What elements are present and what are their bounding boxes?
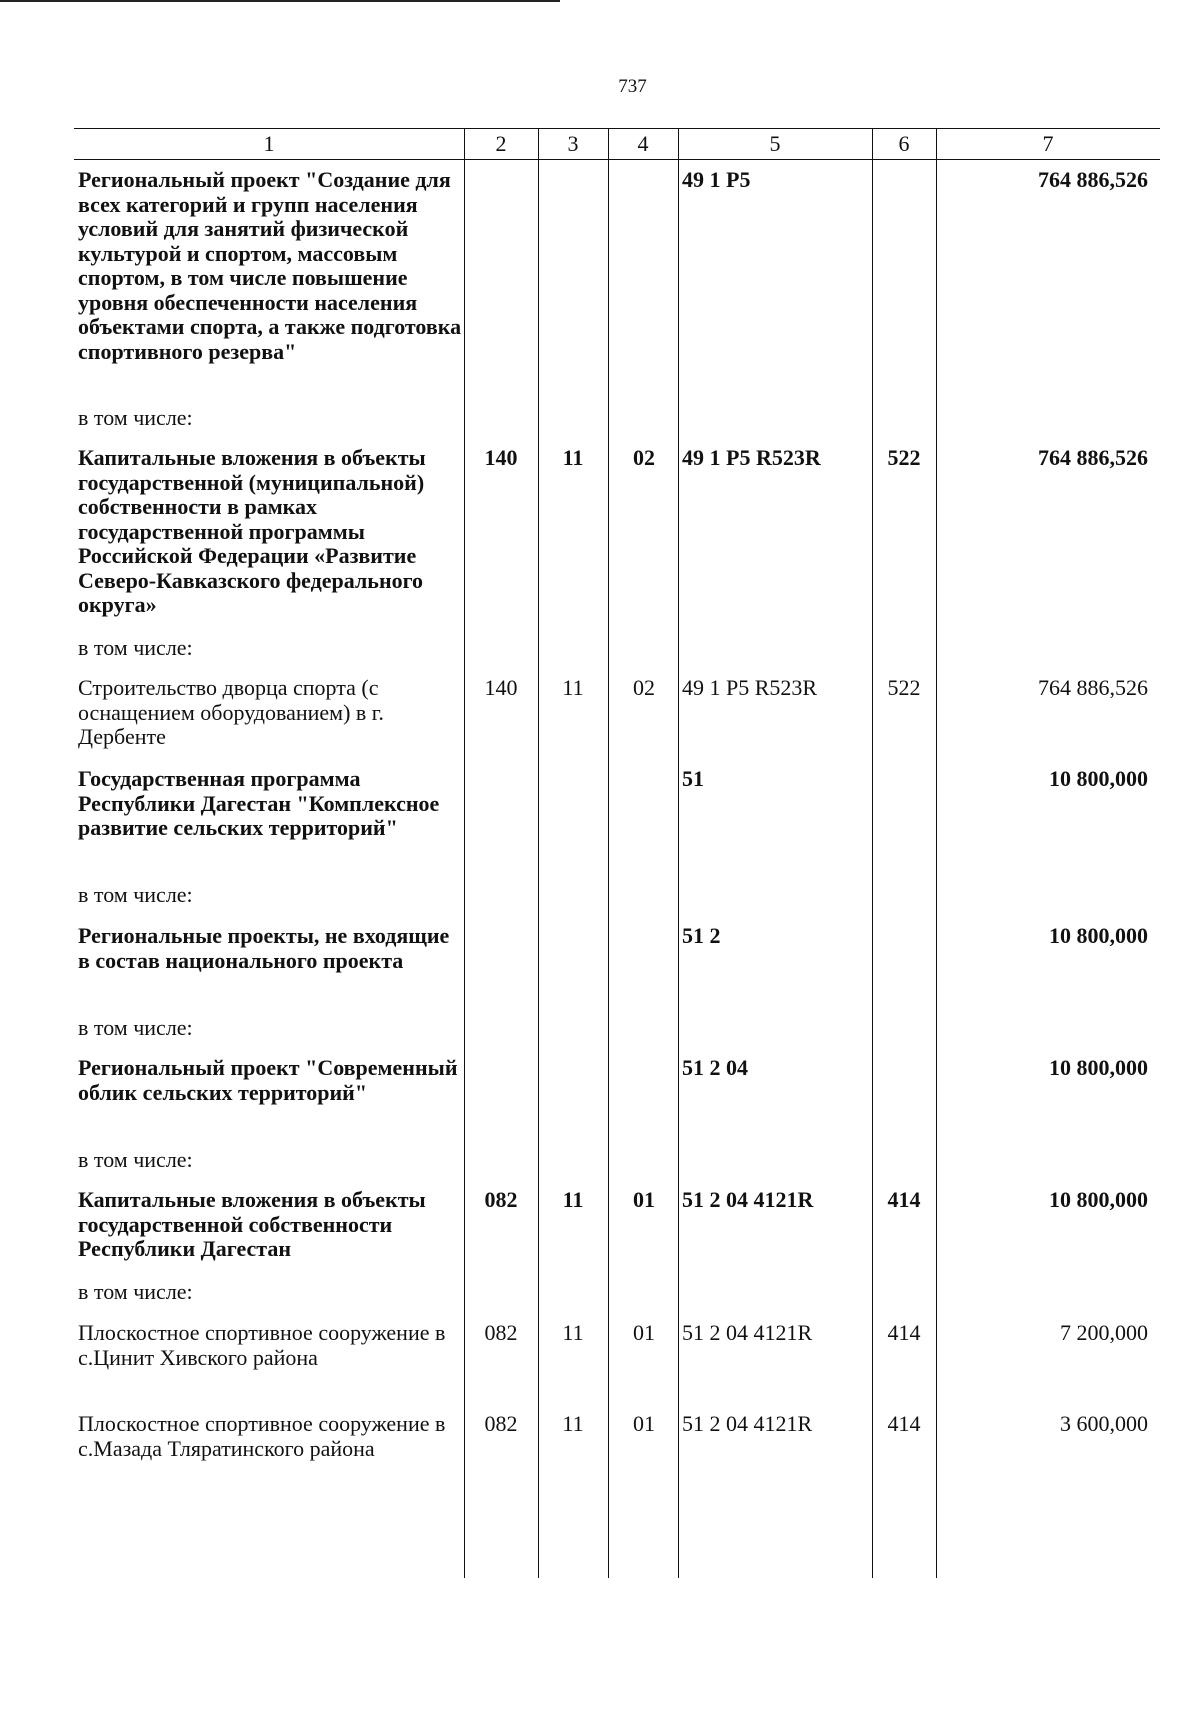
row-ministry-code: 140	[484, 675, 518, 700]
row-section-code: 11	[562, 1411, 584, 1436]
row-amount: 10 800,000	[1049, 923, 1148, 948]
row-name: Региональный проект "Создание для всех категорий и групп населения условий для занятий физической культурой и спортом, массовым спортом, в том числе повышение уровня обеспеченности населения объектами спорта, а также подготовка спортивного резерва"	[78, 167, 462, 364]
including-note: в том числе:	[78, 1015, 193, 1040]
including-note: в том числе:	[78, 882, 193, 907]
row-expense-type: 522	[887, 675, 921, 700]
row-section-code: 11	[562, 1187, 584, 1212]
row-name: Региональные проекты, не входящие в состав национального проекта	[78, 923, 450, 973]
row-target-article: 49 1 P5 R523R	[682, 445, 821, 470]
row-amount: 10 800,000	[1049, 1187, 1148, 1212]
row-expense-type: 414	[887, 1320, 921, 1345]
row-subsection-code: 01	[633, 1187, 655, 1212]
row-target-article: 51 2	[682, 923, 721, 948]
row-amount: 764 886,526	[1038, 675, 1148, 700]
row-ministry-code: 140	[484, 445, 518, 470]
column-divider-4	[678, 128, 679, 1578]
page-number: 737	[618, 76, 647, 97]
row-section-code: 11	[562, 675, 584, 700]
including-note: в том числе:	[78, 405, 193, 430]
column-header-6: 6	[898, 131, 910, 156]
row-amount: 7 200,000	[1060, 1320, 1148, 1345]
column-header-2: 2	[495, 131, 507, 156]
row-subsection-code: 02	[633, 445, 655, 470]
row-name: Плоскостное спортивное сооружение в с.Мазада Тляратинского района	[78, 1411, 446, 1461]
row-target-article: 51 2 04 4121R	[682, 1187, 814, 1212]
row-expense-type: 414	[887, 1411, 921, 1436]
including-note: в том числе:	[78, 635, 193, 660]
column-header-7: 7	[1042, 131, 1054, 156]
row-section-code: 11	[562, 1320, 584, 1345]
including-note: в том числе:	[78, 1147, 193, 1172]
row-expense-type: 522	[887, 445, 921, 470]
budget-table	[74, 128, 1160, 1578]
row-target-article: 49 1 P5 R523R	[682, 675, 818, 700]
scan-top-edge-line	[0, 0, 560, 2]
column-divider-2	[538, 128, 539, 1578]
row-amount: 764 886,526	[1038, 167, 1148, 192]
row-amount: 3 600,000	[1060, 1411, 1148, 1436]
row-name: Государственная программа Республики Дагестан "Комплексное развитие сельских территорий"	[78, 766, 440, 840]
row-subsection-code: 02	[633, 675, 655, 700]
row-amount: 10 800,000	[1049, 1055, 1148, 1080]
column-divider-6	[936, 128, 937, 1578]
row-target-article: 51 2 04 4121R	[682, 1320, 813, 1345]
row-ministry-code: 082	[484, 1187, 518, 1212]
row-target-article: 51 2 04 4121R	[682, 1411, 813, 1436]
row-name: Строительство дворца спорта (с оснащением оборудованием) в г. Дербенте	[78, 675, 384, 749]
row-section-code: 11	[562, 445, 584, 470]
row-ministry-code: 082	[484, 1411, 518, 1436]
row-subsection-code: 01	[633, 1411, 655, 1436]
column-divider-3	[608, 128, 609, 1578]
row-amount: 10 800,000	[1049, 766, 1148, 791]
row-target-article: 51 2 04	[682, 1055, 748, 1080]
row-subsection-code: 01	[633, 1320, 655, 1345]
column-divider-5	[872, 128, 873, 1578]
row-name: Капитальные вложения в объекты государственной (муниципальной) собственности в рамках государственной программы Российской Федерации «Развитие Северо-Кавказского федерального округа»	[78, 445, 426, 617]
including-note: в том числе:	[78, 1279, 193, 1304]
header-bottom-border	[74, 159, 1160, 160]
row-target-article: 51	[682, 766, 704, 791]
row-ministry-code: 082	[484, 1320, 518, 1345]
column-header-1: 1	[263, 131, 275, 156]
row-name: Региональный проект "Современный облик сельских территорий"	[78, 1055, 458, 1105]
row-target-article: 49 1 P5	[682, 167, 751, 192]
row-name: Плоскостное спортивное сооружение в с.Цинит Хивского района	[78, 1320, 446, 1370]
column-header-4: 4	[637, 131, 649, 156]
column-header-3: 3	[567, 131, 579, 156]
row-expense-type: 414	[887, 1187, 921, 1212]
row-amount: 764 886,526	[1038, 445, 1148, 470]
row-name: Капитальные вложения в объекты государственной собственности Республики Дагестан	[78, 1187, 426, 1261]
column-header-5: 5	[769, 131, 781, 156]
